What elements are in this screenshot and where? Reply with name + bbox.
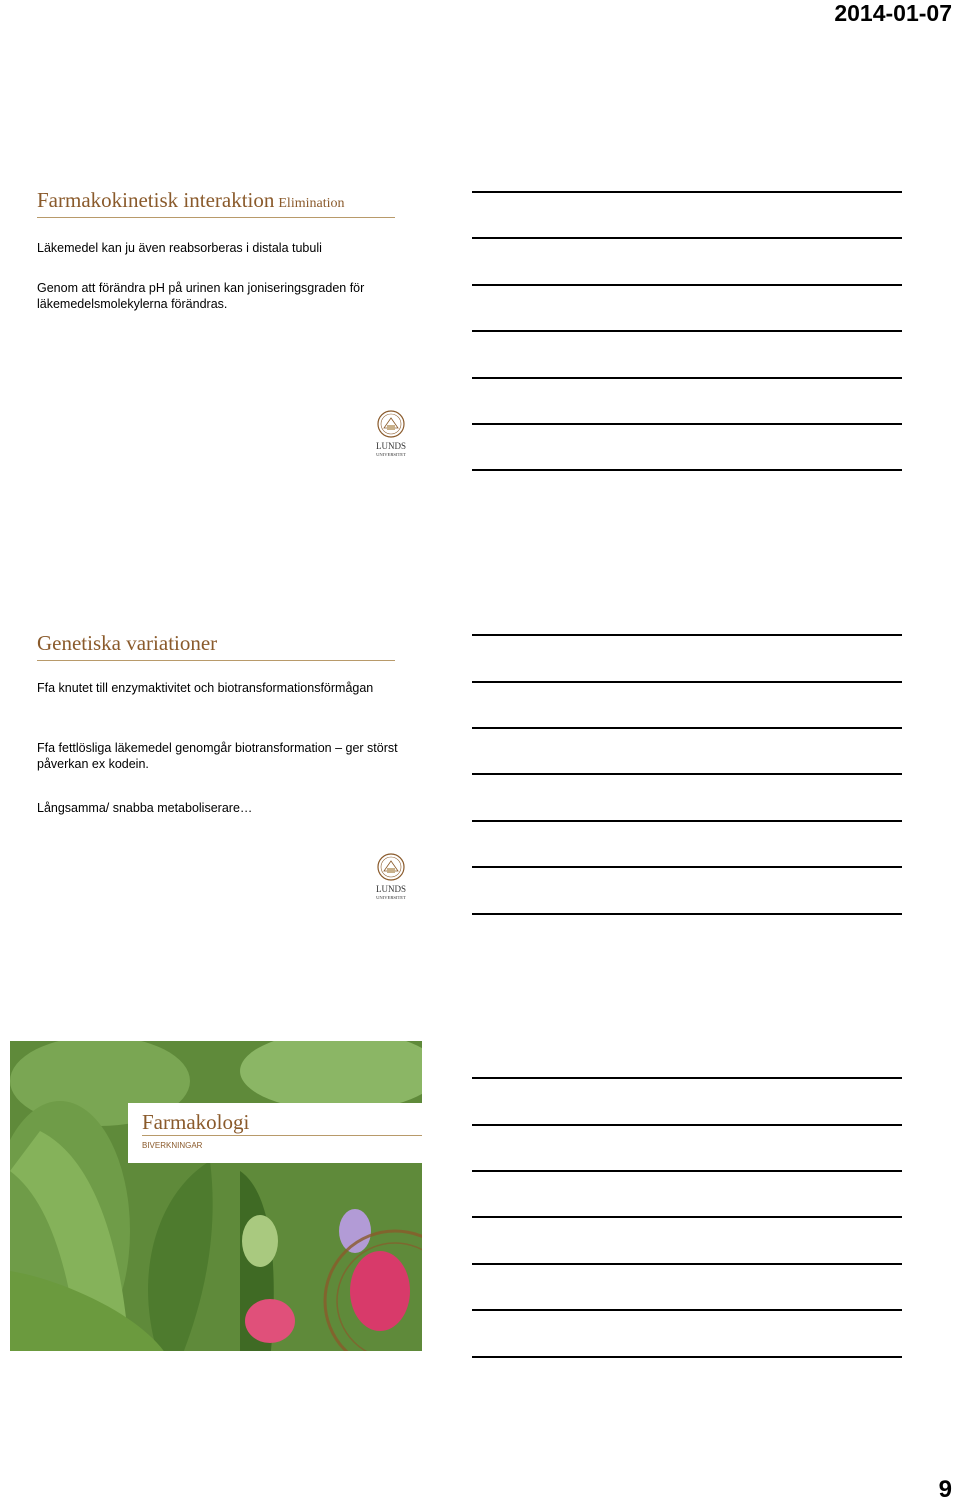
title-rule: [142, 1135, 422, 1136]
svg-text:LUNDS: LUNDS: [375, 441, 407, 451]
green-plant-photo: [10, 1041, 422, 1351]
slide-title: Farmakologi: [142, 1110, 250, 1134]
slide-title-text: Farmakokinetisk interaktion: [37, 188, 275, 212]
slide-title: Genetiska variationer: [37, 631, 218, 655]
slide-paragraph: Genom att förändra pH på urinen kan joniseringsgraden för läkemedelsmolekylerna förändras.: [37, 281, 365, 311]
slide-2: [10, 596, 422, 906]
title-rule: [37, 660, 395, 661]
note-line: [472, 634, 902, 636]
slide-paragraph: Ffa knutet till enzymaktivitet och biotransformationsförmågan: [37, 681, 374, 695]
svg-text:UNIVERSITET: UNIVERSITET: [376, 452, 406, 457]
note-line: [472, 469, 902, 471]
note-line: [472, 1263, 902, 1265]
note-line: [472, 727, 902, 729]
note-line: [472, 1356, 902, 1358]
note-line: [472, 681, 902, 683]
slide-paragraph: Ffa fettlösliga läkemedel genomgår biotransformation – ger störst påverkan ex kodein.: [37, 741, 398, 771]
note-line: [472, 1124, 902, 1126]
note-line: [472, 284, 902, 286]
note-line: [472, 1309, 902, 1311]
note-line: [472, 773, 902, 775]
note-line: [472, 237, 902, 239]
slide-paragraph: Läkemedel kan ju även reabsorberas i distala tubuli: [37, 241, 322, 255]
note-line: [472, 866, 902, 868]
slide-title: [37, 188, 344, 213]
note-line: [472, 191, 902, 193]
photo-title-box: [128, 1103, 422, 1163]
slide-1: [10, 153, 422, 463]
lunds-universitet-logo-icon: [371, 410, 411, 460]
note-line: [472, 330, 902, 332]
note-line: [472, 820, 902, 822]
title-rule: [37, 217, 395, 218]
svg-text:LUNDS: LUNDS: [375, 884, 407, 894]
note-line: [472, 1216, 902, 1218]
lunds-universitet-logo-icon: [371, 853, 411, 903]
note-line: [472, 423, 902, 425]
svg-text:UNIVERSITET: UNIVERSITET: [376, 895, 406, 900]
note-line: [472, 913, 902, 915]
slide-subtitle: Elimination: [278, 196, 345, 211]
note-line: [472, 1077, 902, 1079]
note-line: [472, 1170, 902, 1172]
slide-3: [10, 1041, 422, 1351]
slide-paragraph: Långsamma/ snabba metaboliserare…: [37, 801, 253, 815]
page-date: 2014-01-07: [834, 0, 952, 26]
slide-subtitle: BIVERKNINGAR: [142, 1141, 203, 1150]
page-number: 9: [938, 1476, 952, 1503]
note-line: [472, 377, 902, 379]
